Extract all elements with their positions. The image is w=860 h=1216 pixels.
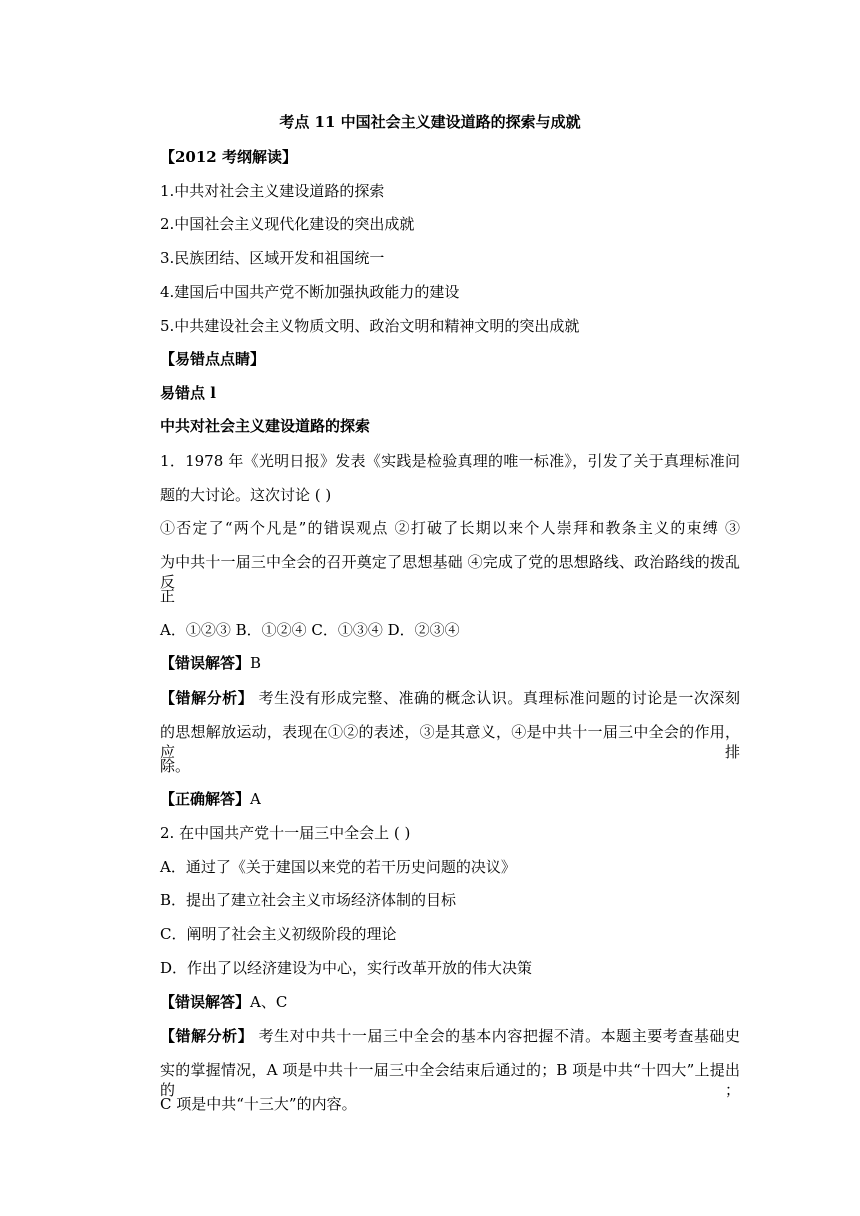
- q1-correct-answer: [160, 789, 740, 809]
- outline-item: 3.民族团结、区域开发和祖国统一: [160, 249, 385, 267]
- q1-analysis-line2: 的思想解放运动，表现在①②的表述，③是其意义，④是中共十一届三中全会的作用，应排: [160, 723, 740, 761]
- q1-wrong-value: B: [250, 654, 262, 672]
- outline-item: 5.中共建设社会主义物质文明、政治文明和精神文明的突出成就: [160, 317, 580, 335]
- q2-wrong-value: A、C: [250, 993, 288, 1011]
- errors-heading: 【易错点点睛】: [160, 350, 266, 368]
- q2-analysis-line3: C 项是中共“十三大”的内容。: [160, 1095, 357, 1113]
- q1-option-line2: 为中共十一届三中全会的召开奠定了思想基础 ④完成了党的思想路线、政治路线的拨乱反: [160, 553, 740, 591]
- q1-wrong-label: 【错误解答】: [160, 654, 251, 672]
- outline-item: 4.建国后中国共产党不断加强执政能力的建设: [160, 283, 460, 301]
- error-point-topic: 中共对社会主义建设道路的探索: [160, 417, 371, 435]
- q2-option-b: B．提出了建立社会主义市场经济体制的目标: [160, 891, 457, 909]
- q2-option-c: C．阐明了社会主义初级阶段的理论: [160, 925, 397, 943]
- q1-choices: A．①②③ B．①②④ C．①③④ D．②③④: [160, 621, 460, 639]
- q2-option-a: A．通过了《关于建国以来党的若干历史问题的决议》: [160, 858, 516, 876]
- page-title: 考点 11 中国社会主义建设道路的探索与成就: [279, 113, 581, 131]
- q1-correct-label: 【正确解答】: [160, 790, 251, 808]
- q1-stem-line1: 1．1978 年《光明日报》发表《实践是检验真理的唯一标准》，引发了关于真理标准问: [160, 452, 740, 470]
- outline-item: 1.中共对社会主义建设道路的探索: [160, 182, 385, 200]
- q1-option-line3: 正: [160, 587, 176, 605]
- outline-heading: 【2012 考纲解读】: [160, 148, 297, 166]
- q1-option-line1: ①否定了“两个凡是”的错误观点 ②打破了长期以来个人崇拜和教条主义的束缚 ③: [160, 519, 740, 537]
- error-point-label: 易错点 l: [160, 384, 216, 402]
- q2-option-d: D．作出了以经济建设为中心，实行改革开放的伟大决策: [160, 959, 533, 977]
- q1-stem-line2: 题的大讨论。这次讨论 ( ): [160, 486, 332, 504]
- q1-analysis-line1: [160, 688, 740, 708]
- q2-analysis-line2: 实的掌握情况，A 项是中共十一届三中全会结束后通过的；B 项是中共“十四大”上提出的；: [160, 1061, 740, 1099]
- q1-analysis-line3: 除。: [160, 757, 191, 775]
- q1-wrong-answer: [160, 653, 740, 673]
- outline-item: 2.中国社会主义现代化建设的突出成就: [160, 215, 415, 233]
- q2-analysis-label: 【错解分析】: [160, 1027, 254, 1045]
- q2-analysis-line1: [160, 1026, 740, 1046]
- q2-analysis-text: 考生对中共十一届三中全会的基本内容把握不清。本题主要考查基础史: [253, 1027, 740, 1045]
- q1-analysis-label: 【错解分析】: [160, 689, 254, 707]
- q1-analysis-text: 考生没有形成完整、准确的概念认识。真理标准问题的讨论是一次深刻: [253, 689, 740, 707]
- q1-correct-value: A: [250, 790, 261, 808]
- q2-wrong-answer: [160, 992, 740, 1012]
- q2-stem: 2. 在中国共产党十一届三中全会上 ( ): [160, 824, 411, 842]
- q2-wrong-label: 【错误解答】: [160, 993, 251, 1011]
